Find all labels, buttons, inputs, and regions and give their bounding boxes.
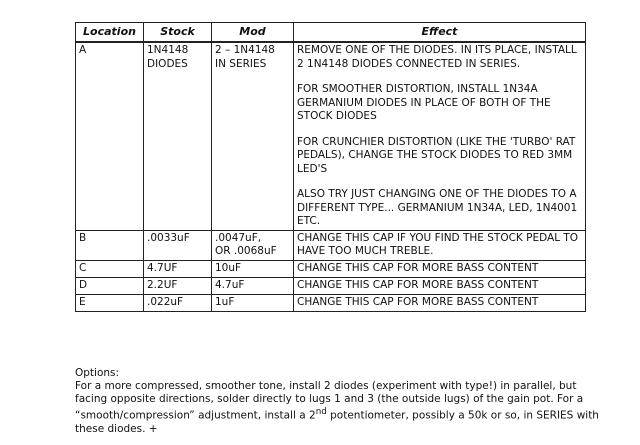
header-location: Location <box>76 23 144 43</box>
location-cell: A <box>76 42 144 230</box>
table-row-c <box>76 260 586 277</box>
table-row-b <box>76 230 586 260</box>
effect-paragraph: FOR CRUNCHIER DISTORTION (LIKE THE 'TURBO' RAT PEDALS), CHANGE THE STOCK DIODES TO RED 3MM LED'S <box>297 135 576 175</box>
mod-cell: 4.7uF <box>212 277 294 294</box>
effect-cell: CHANGE THIS CAP IF YOU FIND THE STOCK PEDAL TO HAVE TOO MUCH TREBLE. <box>294 230 586 260</box>
effect-paragraph: FOR SMOOTHER DISTORTION, INSTALL 1N34A GERMANIUM DIODES IN PLACE OF BOTH OF THE STOCK DIODES <box>297 83 551 122</box>
header-mod: Mod <box>212 23 294 43</box>
mod-line: .0047uF, <box>215 231 262 244</box>
location-cell: E <box>76 294 144 311</box>
options-text-part1: For a more compressed, smoother tone, install 2 diodes (experiment with type!) in parallel, but facing opposite directions, solder directly to lugs 1 and 3 (the outside lugs) of the gain pot. For a “smooth/compression” adjustment, install a 2 <box>75 380 584 422</box>
stock-line: DIODES <box>147 57 188 70</box>
mod-cell <box>212 230 294 260</box>
effect-cell: CHANGE THIS CAP FOR MORE BASS CONTENT <box>294 277 586 294</box>
effect-paragraph: REMOVE ONE OF THE DIODES. IN ITS PLACE, INSTALL 2 1N4148 DIODES CONNECTED IN SERIES. <box>297 44 577 70</box>
options-superscript: nd <box>315 407 327 417</box>
effect-cell: CHANGE THIS CAP FOR MORE BASS CONTENT <box>294 260 586 277</box>
mod-line: 2 – 1N4148 <box>215 44 275 56</box>
header-stock: Stock <box>144 23 212 43</box>
effect-cell: CHANGE THIS CAP FOR MORE BASS CONTENT <box>294 294 586 311</box>
stock-cell: .0033uF <box>144 230 212 260</box>
effect-cell <box>294 42 586 230</box>
location-cell: D <box>76 277 144 294</box>
table-row-a <box>76 42 586 230</box>
effect-paragraph: ALSO TRY JUST CHANGING ONE OF THE DIODES TO A DIFFERENT TYPE... GERMANIUM 1N34A, LED, 1N4001 ETC. <box>297 188 578 227</box>
table-row-e <box>76 294 586 311</box>
header-effect: Effect <box>294 23 586 43</box>
mod-cell: 1uF <box>212 294 294 311</box>
options-section <box>75 367 605 436</box>
stock-cell: 4.7UF <box>144 260 212 277</box>
mod-cell <box>212 42 294 230</box>
mod-line: OR .0068uF <box>215 245 277 257</box>
options-heading: Options: <box>75 367 120 379</box>
location-cell: C <box>76 260 144 277</box>
mod-cell: 10uF <box>212 260 294 277</box>
stock-line: 1N4148 <box>147 44 189 56</box>
options-text-part2: potentiometer, possibly a 50k or so, in SERIES with these diodes. + <box>75 409 599 435</box>
stock-cell: 2.2UF <box>144 277 212 294</box>
table-row-d <box>76 277 586 294</box>
options-text <box>75 380 605 436</box>
mod-line: IN SERIES <box>215 57 267 70</box>
stock-cell: .022uF <box>144 294 212 311</box>
location-cell: B <box>76 230 144 260</box>
header-row <box>76 23 586 43</box>
stock-cell <box>144 42 212 230</box>
mods-table <box>75 22 586 312</box>
